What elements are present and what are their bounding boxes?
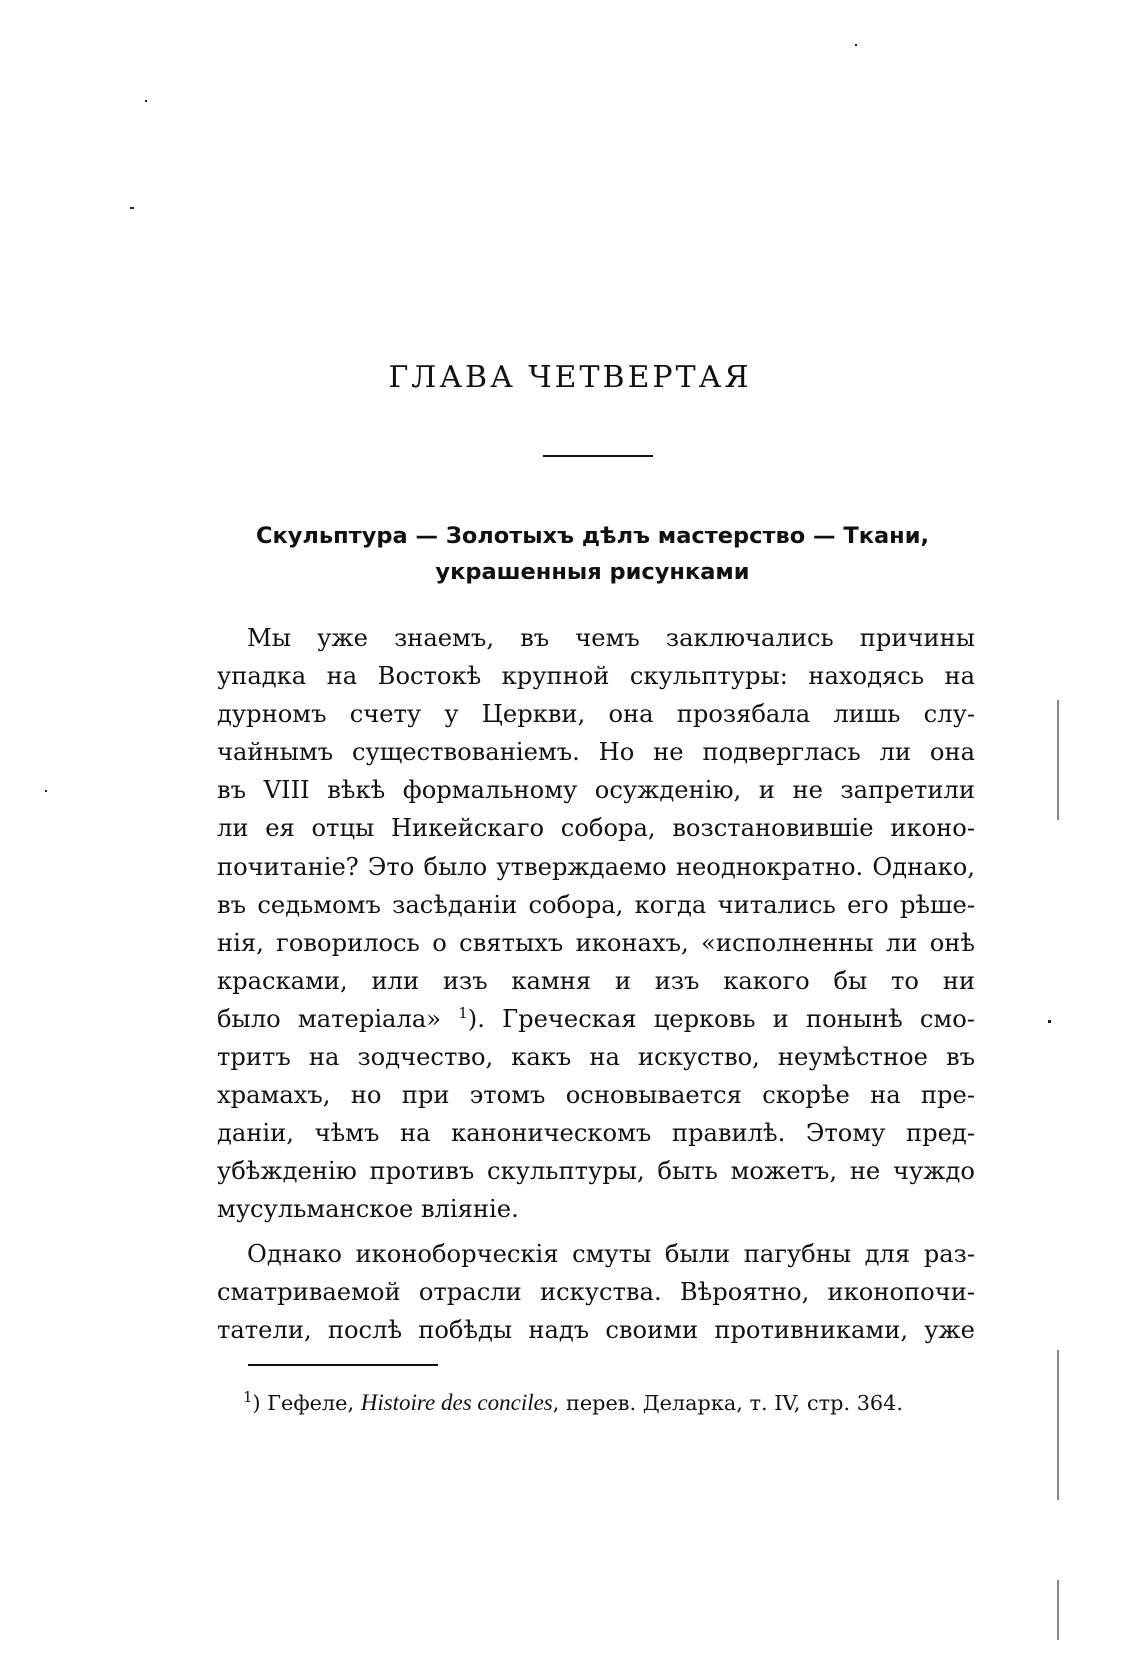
text-line: въ VIII вѣкѣ формальному осужденію, и не запретили xyxy=(217,776,975,805)
text-fragment: ). Греческая церковь и понынѣ смо- xyxy=(467,1004,975,1033)
scan-speck xyxy=(130,207,134,209)
text-line: нія, говорилось о святыхъ иконахъ, «исполненны ли онѣ xyxy=(217,928,975,957)
text-line-with-footnote-ref xyxy=(217,1000,975,1038)
text-line: Мы уже знаемъ, въ чемъ заключались причины xyxy=(247,624,975,652)
scan-edge-line xyxy=(1057,1350,1059,1500)
text-line: красками, или изъ камня и изъ какого бы то ни xyxy=(217,966,975,995)
text-line: убѣжденію противъ скульптуры, быть можетъ, не чуждо xyxy=(217,1157,975,1186)
text-line: ли ея отцы Никейскаго собора, возстановившіе иконо- xyxy=(217,814,975,843)
footnote-divider xyxy=(248,1364,438,1366)
text-line: въ седьмомъ засѣданіи собора, когда читались его рѣше- xyxy=(217,890,975,919)
text-line: татели, послѣ побѣды надъ своими противниками, уже xyxy=(217,1315,975,1344)
scan-speck xyxy=(45,790,47,792)
footnote-work-title: Histoire des conciles xyxy=(360,1390,553,1415)
text-line: сматриваемой отрасли искуства. Вѣроятно, иконопочи- xyxy=(217,1277,975,1306)
subtitle-line: украшенныя рисунками xyxy=(435,559,750,585)
text-line: Однако иконоборческія смуты были пагубны для раз- xyxy=(247,1239,975,1268)
text-line: мусульманское вліяніе. xyxy=(217,1195,519,1224)
footnote xyxy=(243,1390,975,1416)
scan-speck xyxy=(855,44,857,46)
scan-speck xyxy=(1048,1020,1051,1023)
text-line: даніи, чѣмъ на каноническомъ правилѣ. Этому пред- xyxy=(217,1119,975,1148)
text-line: дурномъ счету у Церкви, она прозябала лишь слу- xyxy=(217,700,975,729)
text-line: храмахъ, но при этомъ основывается скорѣе на пре- xyxy=(217,1081,975,1110)
scan-edge-line xyxy=(1057,700,1059,820)
chapter-title: ГЛАВА ЧЕТВЕРТАЯ xyxy=(388,360,752,395)
footnote-details: , перев. Деларка, т. IV, стр. 364. xyxy=(552,1391,904,1415)
body-text xyxy=(217,619,975,1349)
footnote-marker: 1 xyxy=(243,1388,253,1407)
title-divider xyxy=(543,455,653,457)
text-line: почитаніе? Это было утверждаемо неоднократно. Однако, xyxy=(217,852,975,881)
scan-speck xyxy=(145,100,147,102)
text-line: чайнымъ существованіемъ. Но не подверглась ли она xyxy=(217,738,975,767)
subtitle-line: Скульптура — Золотыхъ дѣлъ мастерство — Ткани, xyxy=(255,523,930,549)
chapter-subtitle xyxy=(220,518,965,590)
scan-edge-line xyxy=(1057,1580,1059,1640)
text-fragment: было матеріала» xyxy=(217,1004,442,1033)
footnote-reference: 1 xyxy=(458,1003,468,1022)
footnote-author: ) Гефеле, xyxy=(252,1391,355,1415)
text-line: упадка на Востокѣ крупной скульптуры: находясь на xyxy=(217,662,975,691)
text-line: тритъ на зодчество, какъ на искуство, неумѣстное въ xyxy=(217,1043,975,1072)
